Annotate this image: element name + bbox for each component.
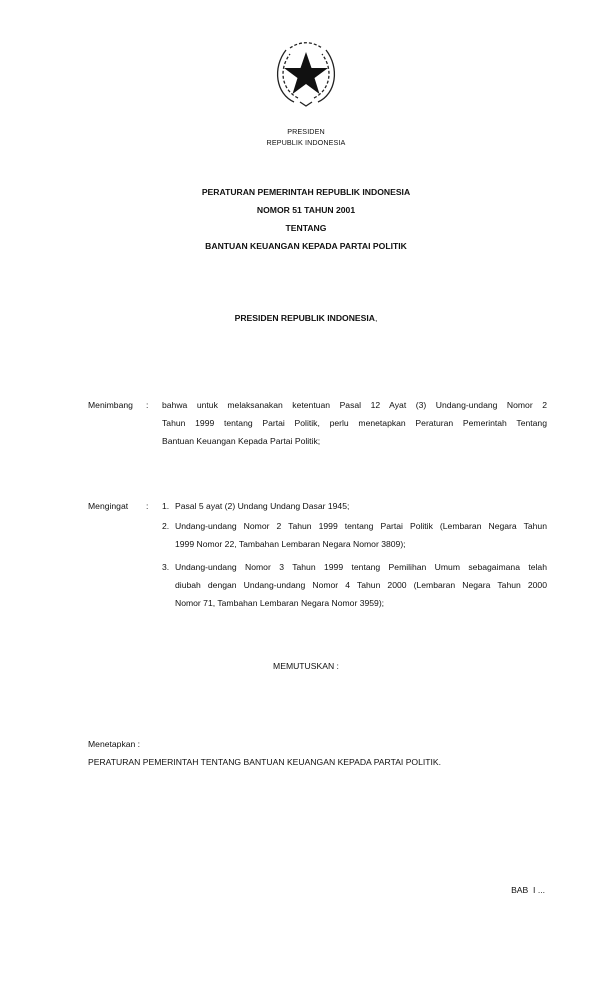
president-name: PRESIDEN REPUBLIK INDONESIA [234, 313, 375, 323]
mengingat-item-line: Undang-undang Nomor 2 Tahun 1999 tentang Partai Politik (Lembaran Negara Tahun [175, 521, 547, 531]
mengingat-colon: : [146, 501, 149, 511]
menimbang-label: Menimbang [88, 400, 133, 410]
mengingat-item-number: 2. [162, 521, 170, 531]
emblem-caption-line2: REPUBLIK INDONESIA [266, 138, 346, 147]
mengingat-item-line: Undang-undang Nomor 3 Tahun 1999 tentang Pemilihan Umum sebagaimana telah [175, 562, 547, 572]
president-heading [0, 313, 612, 323]
mengingat-item-number: 3. [162, 562, 170, 572]
mengingat-label: Mengingat [88, 501, 129, 511]
menimbang-colon: : [146, 400, 149, 410]
presidential-emblem-icon [270, 38, 342, 110]
title-line4: BANTUAN KEUANGAN KEPADA PARTAI POLITIK [205, 241, 407, 251]
president-suffix: , [375, 313, 378, 323]
mengingat-item-line: 1999 Nomor 22, Tambahan Lembaran Negara Nomor 3809); [175, 539, 406, 549]
memutuskan-heading: MEMUTUSKAN : [273, 661, 339, 671]
menetapkan-label: Menetapkan : [88, 739, 141, 749]
next-page-indicator: BAB I ... [511, 885, 545, 895]
emblem-caption-line1: PRESIDEN [287, 127, 325, 136]
mengingat-item-number: 1. [162, 501, 170, 511]
title-line1: PERATURAN PEMERINTAH REPUBLIK INDONESIA [201, 187, 411, 197]
menimbang-line: bahwa untuk melaksanakan ketentuan Pasal 12 Ayat (3) Undang-undang Nomor 2 [162, 400, 547, 410]
title-line2: NOMOR 51 TAHUN 2001 [256, 205, 356, 215]
mengingat-item-line: Nomor 71, Tambahan Lembaran Negara Nomor 3959); [175, 598, 385, 608]
menimbang-line: Bantuan Keuangan Kepada Partai Politik; [162, 436, 321, 446]
mengingat-item-line: diubah dengan Undang-undang Nomor 4 Tahun 2000 (Lembaran Negara Tahun 2000 [175, 580, 547, 590]
mengingat-item-line: Pasal 5 ayat (2) Undang Undang Dasar 1945; [175, 501, 350, 511]
title-line3: TENTANG [285, 223, 327, 233]
menimbang-line: Tahun 1999 tentang Partai Politik, perlu menetapkan Peraturan Pemerintah Tentang [162, 418, 547, 428]
menetapkan-text: PERATURAN PEMERINTAH TENTANG BANTUAN KEUANGAN KEPADA PARTAI POLITIK. [88, 757, 442, 767]
